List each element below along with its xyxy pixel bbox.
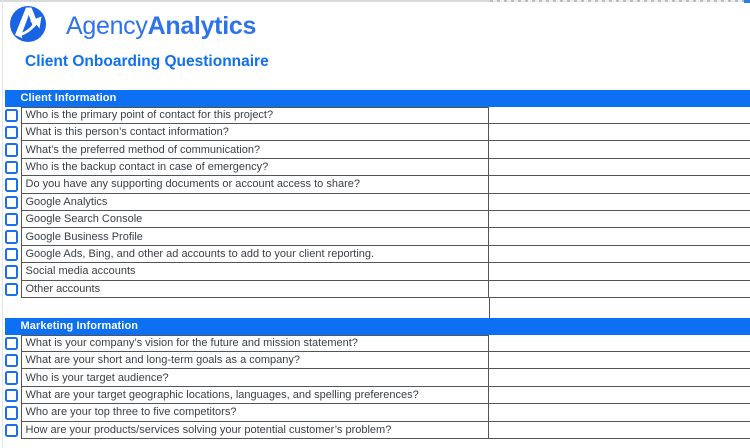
- question-cell[interactable]: Who is the backup contact in case of emergency?: [21, 159, 490, 176]
- table-row: [0, 141, 750, 158]
- checkbox[interactable]: [5, 178, 19, 192]
- question-cell[interactable]: Google Ads, Bing, and other ad accounts to add to your client reporting.: [21, 246, 490, 263]
- answer-cell[interactable]: [489, 194, 750, 211]
- table-row: [0, 246, 750, 263]
- brand-wordmark-bold: Analytics: [147, 12, 257, 40]
- checkbox[interactable]: [5, 248, 19, 262]
- checkbox[interactable]: [5, 371, 19, 385]
- section-header-bar: Marketing Information: [5, 318, 750, 335]
- answer-cell[interactable]: [489, 422, 750, 439]
- table-row: [0, 107, 750, 124]
- checkbox-cell: [5, 159, 21, 176]
- checkbox[interactable]: [5, 196, 19, 210]
- question-cell[interactable]: Who is your target audience?: [21, 369, 490, 386]
- section-rows: [0, 335, 750, 439]
- question-cell[interactable]: How are your products/services solving your potential customer’s problem?: [21, 422, 490, 439]
- table-row: [0, 124, 750, 141]
- checkbox[interactable]: [5, 406, 19, 420]
- checkbox[interactable]: [5, 143, 19, 157]
- checkbox-cell: [5, 263, 21, 280]
- sheet-top-edge: [0, 0, 490, 2]
- section-client-information: [0, 90, 750, 298]
- checkbox-cell: [5, 176, 21, 193]
- table-row: [0, 211, 750, 228]
- question-cell[interactable]: Google Analytics: [21, 194, 490, 211]
- section-marketing-information: [0, 318, 750, 439]
- question-cell[interactable]: What is this person’s contact information?: [21, 124, 490, 141]
- answer-cell[interactable]: [489, 387, 750, 404]
- answer-cell[interactable]: [489, 281, 750, 298]
- sheet-top-edge-dashed: [490, 0, 744, 2]
- answer-cell[interactable]: [489, 107, 750, 124]
- checkbox-cell: [5, 228, 21, 245]
- answer-cell[interactable]: [489, 335, 750, 352]
- top-right-blue-marker: [744, 0, 750, 3]
- question-cell[interactable]: Do you have any supporting documents or account access to share?: [21, 176, 490, 193]
- agency-analytics-logo-icon: [9, 5, 47, 48]
- answer-cell[interactable]: [489, 141, 750, 158]
- checkbox-cell: [5, 422, 21, 439]
- checkbox-cell: [5, 107, 21, 124]
- table-row: [0, 228, 750, 245]
- checkbox[interactable]: [5, 109, 19, 123]
- checkbox[interactable]: [5, 424, 19, 438]
- table-row: [0, 352, 750, 369]
- question-cell[interactable]: Who is the primary point of contact for this project?: [21, 107, 490, 124]
- answer-cell[interactable]: [489, 211, 750, 228]
- question-cell[interactable]: Social media accounts: [21, 263, 490, 280]
- section-header-bar: Client Information: [5, 90, 750, 107]
- table-row: [0, 422, 750, 439]
- checkbox-cell: [5, 281, 21, 298]
- checkbox-cell: [5, 335, 21, 352]
- answer-cell[interactable]: [489, 352, 750, 369]
- table-row: [0, 335, 750, 352]
- page-title: Client Onboarding Questionnaire: [25, 53, 269, 70]
- checkbox[interactable]: [5, 265, 19, 279]
- table-row: [0, 404, 750, 421]
- question-cell[interactable]: Google Search Console: [21, 211, 490, 228]
- checkbox-cell: [5, 194, 21, 211]
- column-divider-fragment: [489, 298, 490, 318]
- answer-cell[interactable]: [489, 228, 750, 245]
- question-cell[interactable]: What’s the preferred method of communication?: [21, 141, 490, 158]
- brand-wordmark-regular: Agency: [66, 12, 148, 40]
- answer-cell[interactable]: [489, 369, 750, 386]
- checkbox-cell: [5, 404, 21, 421]
- question-cell[interactable]: Other accounts: [21, 281, 490, 298]
- checkbox[interactable]: [5, 126, 19, 140]
- answer-cell[interactable]: [489, 159, 750, 176]
- checkbox-cell: [5, 141, 21, 158]
- checkbox[interactable]: [5, 161, 19, 175]
- checkbox[interactable]: [5, 230, 19, 244]
- checkbox-cell: [5, 246, 21, 263]
- section-rows: [0, 107, 750, 298]
- checkbox-cell: [5, 369, 21, 386]
- checkbox-cell: [5, 124, 21, 141]
- table-row: [0, 369, 750, 386]
- table-row: [0, 387, 750, 404]
- answer-cell[interactable]: [489, 404, 750, 421]
- checkbox[interactable]: [5, 337, 19, 351]
- question-cell[interactable]: Google Business Profile: [21, 228, 490, 245]
- checkbox[interactable]: [5, 389, 19, 403]
- answer-cell[interactable]: [489, 246, 750, 263]
- answer-cell[interactable]: [489, 124, 750, 141]
- checkbox-cell: [5, 352, 21, 369]
- table-row: [0, 194, 750, 211]
- table-row: [0, 281, 750, 298]
- question-cell[interactable]: Who are your top three to five competitors?: [21, 404, 490, 421]
- brand-wordmark: [66, 9, 256, 43]
- question-cell[interactable]: What is your company’s vision for the future and mission statement?: [21, 335, 490, 352]
- checkbox[interactable]: [5, 213, 19, 227]
- answer-cell[interactable]: [489, 176, 750, 193]
- table-row: [0, 263, 750, 280]
- table-row: [0, 176, 750, 193]
- checkbox[interactable]: [5, 354, 19, 368]
- question-cell[interactable]: What are your target geographic locations, languages, and spelling preferences?: [21, 387, 490, 404]
- answer-cell[interactable]: [489, 263, 750, 280]
- checkbox-cell: [5, 211, 21, 228]
- question-cell[interactable]: What are your short and long-term goals as a company?: [21, 352, 490, 369]
- checkbox-cell: [5, 387, 21, 404]
- table-row: [0, 159, 750, 176]
- checkbox[interactable]: [5, 283, 19, 297]
